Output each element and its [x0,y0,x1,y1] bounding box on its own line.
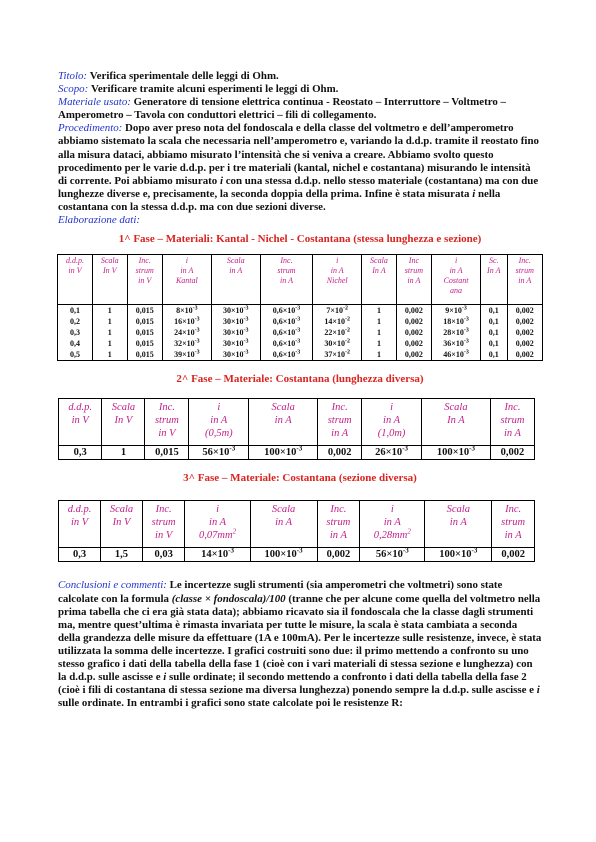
fase3-cell: 1,5 [101,548,143,562]
fase3-header-cell: Inc. strum in V [142,501,185,548]
fase2-header-cell: Inc. strum in A [490,399,534,446]
fase1-title: 1^ Fase – Materiali: Kantal - Nichel - Costantana (stessa lunghezza e sezione) [118,233,482,246]
fase3-cell: $14\times 10^{-3}$ [185,548,250,562]
fase1-header-cell: Inc strum in A [396,255,431,305]
fase1-cell: $30\times 10^{-3}$ [211,305,260,317]
fase1-cell: $0,6\times 10^{-3}$ [260,327,313,338]
fase1-cell: 0,002 [507,349,542,361]
fase1-cell: 0,002 [396,327,431,338]
fase1-cell: 0,002 [396,316,431,327]
titolo-text: Verifica sperimentale delle leggi di Ohm. [89,70,279,82]
fase1-cell: $0,6\times 10^{-3}$ [260,305,313,317]
fase2-header-cell: d.d.p. in V [59,399,102,446]
fase1-cell: 0,015 [127,338,162,349]
conclusioni-label: Conclusioni e commenti: [58,579,167,592]
fase3-header-cell: i in A $0,07mm^2$ [185,501,250,548]
fase1-cell: 0,1 [58,305,93,317]
fase1-header-cell: Scala in A [211,255,260,305]
fase1-cell: $30\times 10^{-3}$ [211,349,260,361]
fase1-cell: $30\times 10^{-3}$ [211,316,260,327]
fase1-cell: $14\times 10^{-2}$ [313,316,362,327]
fase3-data-row [59,548,535,562]
fase1-data-row [58,349,543,361]
fase1-cell: 0,015 [127,327,162,338]
fase1-cell: $36\times 10^{-3}$ [432,338,481,349]
fase1-cell: 1 [362,327,397,338]
fase1-data-row [58,338,543,349]
fase3-header-row [59,501,535,548]
procedimento-line [58,122,542,214]
fase1-cell: 1 [92,305,127,317]
fase2-header-cell: Inc. strum in A [318,399,362,446]
fase1-cell: 0,002 [507,305,542,317]
fase3-header-cell: Scala in A [425,501,492,548]
fase2-table [58,398,535,460]
fase2-header-cell: Inc. strum in V [145,399,189,446]
fase1-cell: 0,1 [481,316,508,327]
fase3-header-cell: Scala In V [101,501,143,548]
fase1-cell: $0,6\times 10^{-3}$ [260,316,313,327]
fase1-header-cell: i in A Nichel [313,255,362,305]
fase1-cell: $0,6\times 10^{-3}$ [260,338,313,349]
fase1-cell: 1 [92,327,127,338]
fase1-body [58,305,543,361]
fase1-cell: $28\times 10^{-3}$ [432,327,481,338]
fase1-cell: 0,002 [507,327,542,338]
document-page [58,70,542,710]
fase3-header-cell: d.d.p. in V [59,501,101,548]
fase1-cell: $32\times 10^{-3}$ [162,338,211,349]
fase1-cell: $18\times 10^{-3}$ [432,316,481,327]
fase1-cell: $0,6\times 10^{-3}$ [260,349,313,361]
fase1-cell: $24\times 10^{-3}$ [162,327,211,338]
fase3-header-cell: Scala in A [250,501,317,548]
fase1-cell: 0,2 [58,316,93,327]
fase2-cell: $100\times 10^{-3}$ [421,446,490,460]
fase3-cell: 0,03 [142,548,185,562]
fase1-cell: $30\times 10^{-3}$ [211,338,260,349]
fase2-header-cell: i in A (1,0m) [362,399,422,446]
fase1-cell: 1 [362,316,397,327]
fase1-header-cell: Scala In A [362,255,397,305]
fase2-cell: 0,002 [318,446,362,460]
fase2-cell: $100\times 10^{-3}$ [249,446,318,460]
fase1-header-cell: Inc. strum in V [127,255,162,305]
fase3-cell: $56\times 10^{-3}$ [360,548,425,562]
fase2-data-row [59,446,535,460]
materiale-label: Materiale usato: [58,96,131,109]
fase1-cell: $8\times 10^{-3}$ [162,305,211,317]
fase1-cell: 0,1 [481,305,508,317]
fase2-cell: 0,002 [490,446,534,460]
fase2-cell: $56\times 10^{-3}$ [189,446,249,460]
fase1-header-cell: Sc. In A [481,255,508,305]
fase1-cell: 0,002 [396,305,431,317]
fase1-cell: $30\times 10^{-2}$ [313,338,362,349]
fase1-header-cell: Inc. strum in A [260,255,313,305]
elaborazione-label: Elaborazione dati: [58,214,140,227]
fase2-cell: 0,015 [145,446,189,460]
fase3-title: 3^ Fase – Materiale: Costantana (sezione diversa) [183,472,417,485]
fase3-cell: $100\times 10^{-3}$ [250,548,317,562]
fase1-data-row [58,327,543,338]
fase1-cell: 0,1 [481,327,508,338]
elaborazione-line [58,214,542,227]
fase1-cell: 0,4 [58,338,93,349]
fase2-cell: $26\times 10^{-3}$ [362,446,422,460]
fase1-cell: 1 [92,349,127,361]
fase1-data-row [58,305,543,317]
fase2-cell: 0,3 [59,446,102,460]
fase1-cell: 0,002 [507,316,542,327]
fase3-header-cell: Inc. strum in A [492,501,535,548]
fase1-cell: $16\times 10^{-3}$ [162,316,211,327]
titolo-label: Titolo: [58,70,88,82]
fase3-header-cell: Inc. strum in A [317,501,360,548]
scopo-text: Verificare tramite alcuni esperimenti le leggi di Ohm. [90,83,339,96]
fase2-header-cell: Scala In V [102,399,145,446]
fase1-header-cell: d.d.p. in V [58,255,93,305]
fase3-cell: 0,002 [492,548,535,562]
materiale-line [58,96,542,122]
fase1-header-row [58,255,543,305]
fase1-cell: 0,015 [127,316,162,327]
fase1-header-cell: Inc. strum in A [507,255,542,305]
fase1-cell: 0,015 [127,349,162,361]
procedimento-text: Dopo aver preso nota del fondoscala e della classe del voltmetro e dell’amperometro abbiamo sistemato la scala che necessaria nell’amperometro e, variando la d.d.p. tramite il reostato fino alla misura dataci, abbiamo misurato l’intensità che si veniva a creare. Abbiamo svolto questo procedimento per le varie d.d.p. per i tre materiali (kantal, nichel e costantana) misurando le intensità di corrente. Poi abbiamo misurato i con una stessa d.d.p. nello stesso materiale (costantana) ma con due lunghezze diverse e, precisamente, la seconda doppia della prima. Infine è stata misurata i nella costantana con la stessa d.d.p. ma con due sezioni diverse. [58,122,539,213]
fase3-header-cell: i in A $0,28mm^2$ [360,501,425,548]
scopo-label: Scopo: [58,83,89,96]
fase1-header-cell: Scala In V [92,255,127,305]
fase1-cell: $46\times 10^{-3}$ [432,349,481,361]
fase1-cell: $37\times 10^{-2}$ [313,349,362,361]
fase1-header-cell: i in A Costant ana [432,255,481,305]
fase1-cell: 1 [362,305,397,317]
fase1-cell: 0,002 [396,338,431,349]
fase1-cell: $39\times 10^{-3}$ [162,349,211,361]
conclusioni-paragraph [58,579,542,710]
fase2-title: 2^ Fase – Materiale: Costantana (lunghezza diversa) [176,373,424,386]
fase1-cell: $7\times 10^{-2}$ [313,305,362,317]
fase1-cell: 0,1 [481,338,508,349]
fase1-header-cell: i in A Kantal [162,255,211,305]
fase1-cell: 0,1 [481,349,508,361]
fase1-cell: 0,002 [396,349,431,361]
fase1-cell: 0,3 [58,327,93,338]
fase1-cell: $22\times 10^{-2}$ [313,327,362,338]
fase1-cell: 0,015 [127,305,162,317]
fase1-cell: 0,002 [507,338,542,349]
fase2-header-row [59,399,535,446]
scopo-line [58,83,542,96]
fase1-cell: 1 [362,338,397,349]
materiale-text: Generatore di tensione elettrica continua - Reostato – Interruttore – Voltmetro – Amperometro – Tavola con conduttori elettrici – fili di collegamento. [58,96,506,122]
fase2-cell: 1 [102,446,145,460]
fase1-table [57,254,543,361]
fase1-cell: 1 [362,349,397,361]
fase1-cell: $30\times 10^{-3}$ [211,327,260,338]
fase2-header-cell: Scala in A [249,399,318,446]
procedimento-label: Procedimento: [58,122,123,135]
titolo-line [58,70,542,83]
fase1-cell: $9\times 10^{-3}$ [432,305,481,317]
fase2-header-cell: i in A (0,5m) [189,399,249,446]
fase1-cell: 0,5 [58,349,93,361]
fase1-cell: 1 [92,338,127,349]
fase3-cell: 0,002 [317,548,360,562]
fase3-cell: $100\times 10^{-3}$ [425,548,492,562]
conclusioni-text: Le incertezze sugli strumenti (sia amperometri che voltmetri) sono state calcolate con la formula (classe × fondoscala)/100 (tranne che per alcune come quella del voltmetro nella prima tabella che ci era già stata data); abbiamo ricavato sia il fondoscala che la classe dagli strumenti ma, mentre quest’ultima è rimasta invariata per tutte le misure, la scala è stata cambiata a seconda della grandezza delle misure da effettuare (1A e 100mA). Per le incertezze sulle resistenze, invece, è stata utilizzata la somma delle incertezze. I grafici costruiti sono due: il primo mettendo a confronto su uno stesso grafico i dati della tabella della fase 1 (cioè con i vari materiali di stessa sezione e lunghezza) con la d.d.p. sulle ascisse e i sulle ordinate; il secondo mettendo a confronto i dati della tabella della fase 2 (cioè i fili di costantana di stessa sezione ma diversa lunghezza) ponendo sempre la d.d.p. sulle ascisse e i sulle ordinate. In entrambi i grafici sono state calcolate poi le resistenze R: [58,579,542,710]
fase1-cell: 1 [92,316,127,327]
fase1-data-row [58,316,543,327]
fase2-header-cell: Scala In A [421,399,490,446]
fase3-cell: 0,3 [59,548,101,562]
fase3-table [58,500,535,562]
